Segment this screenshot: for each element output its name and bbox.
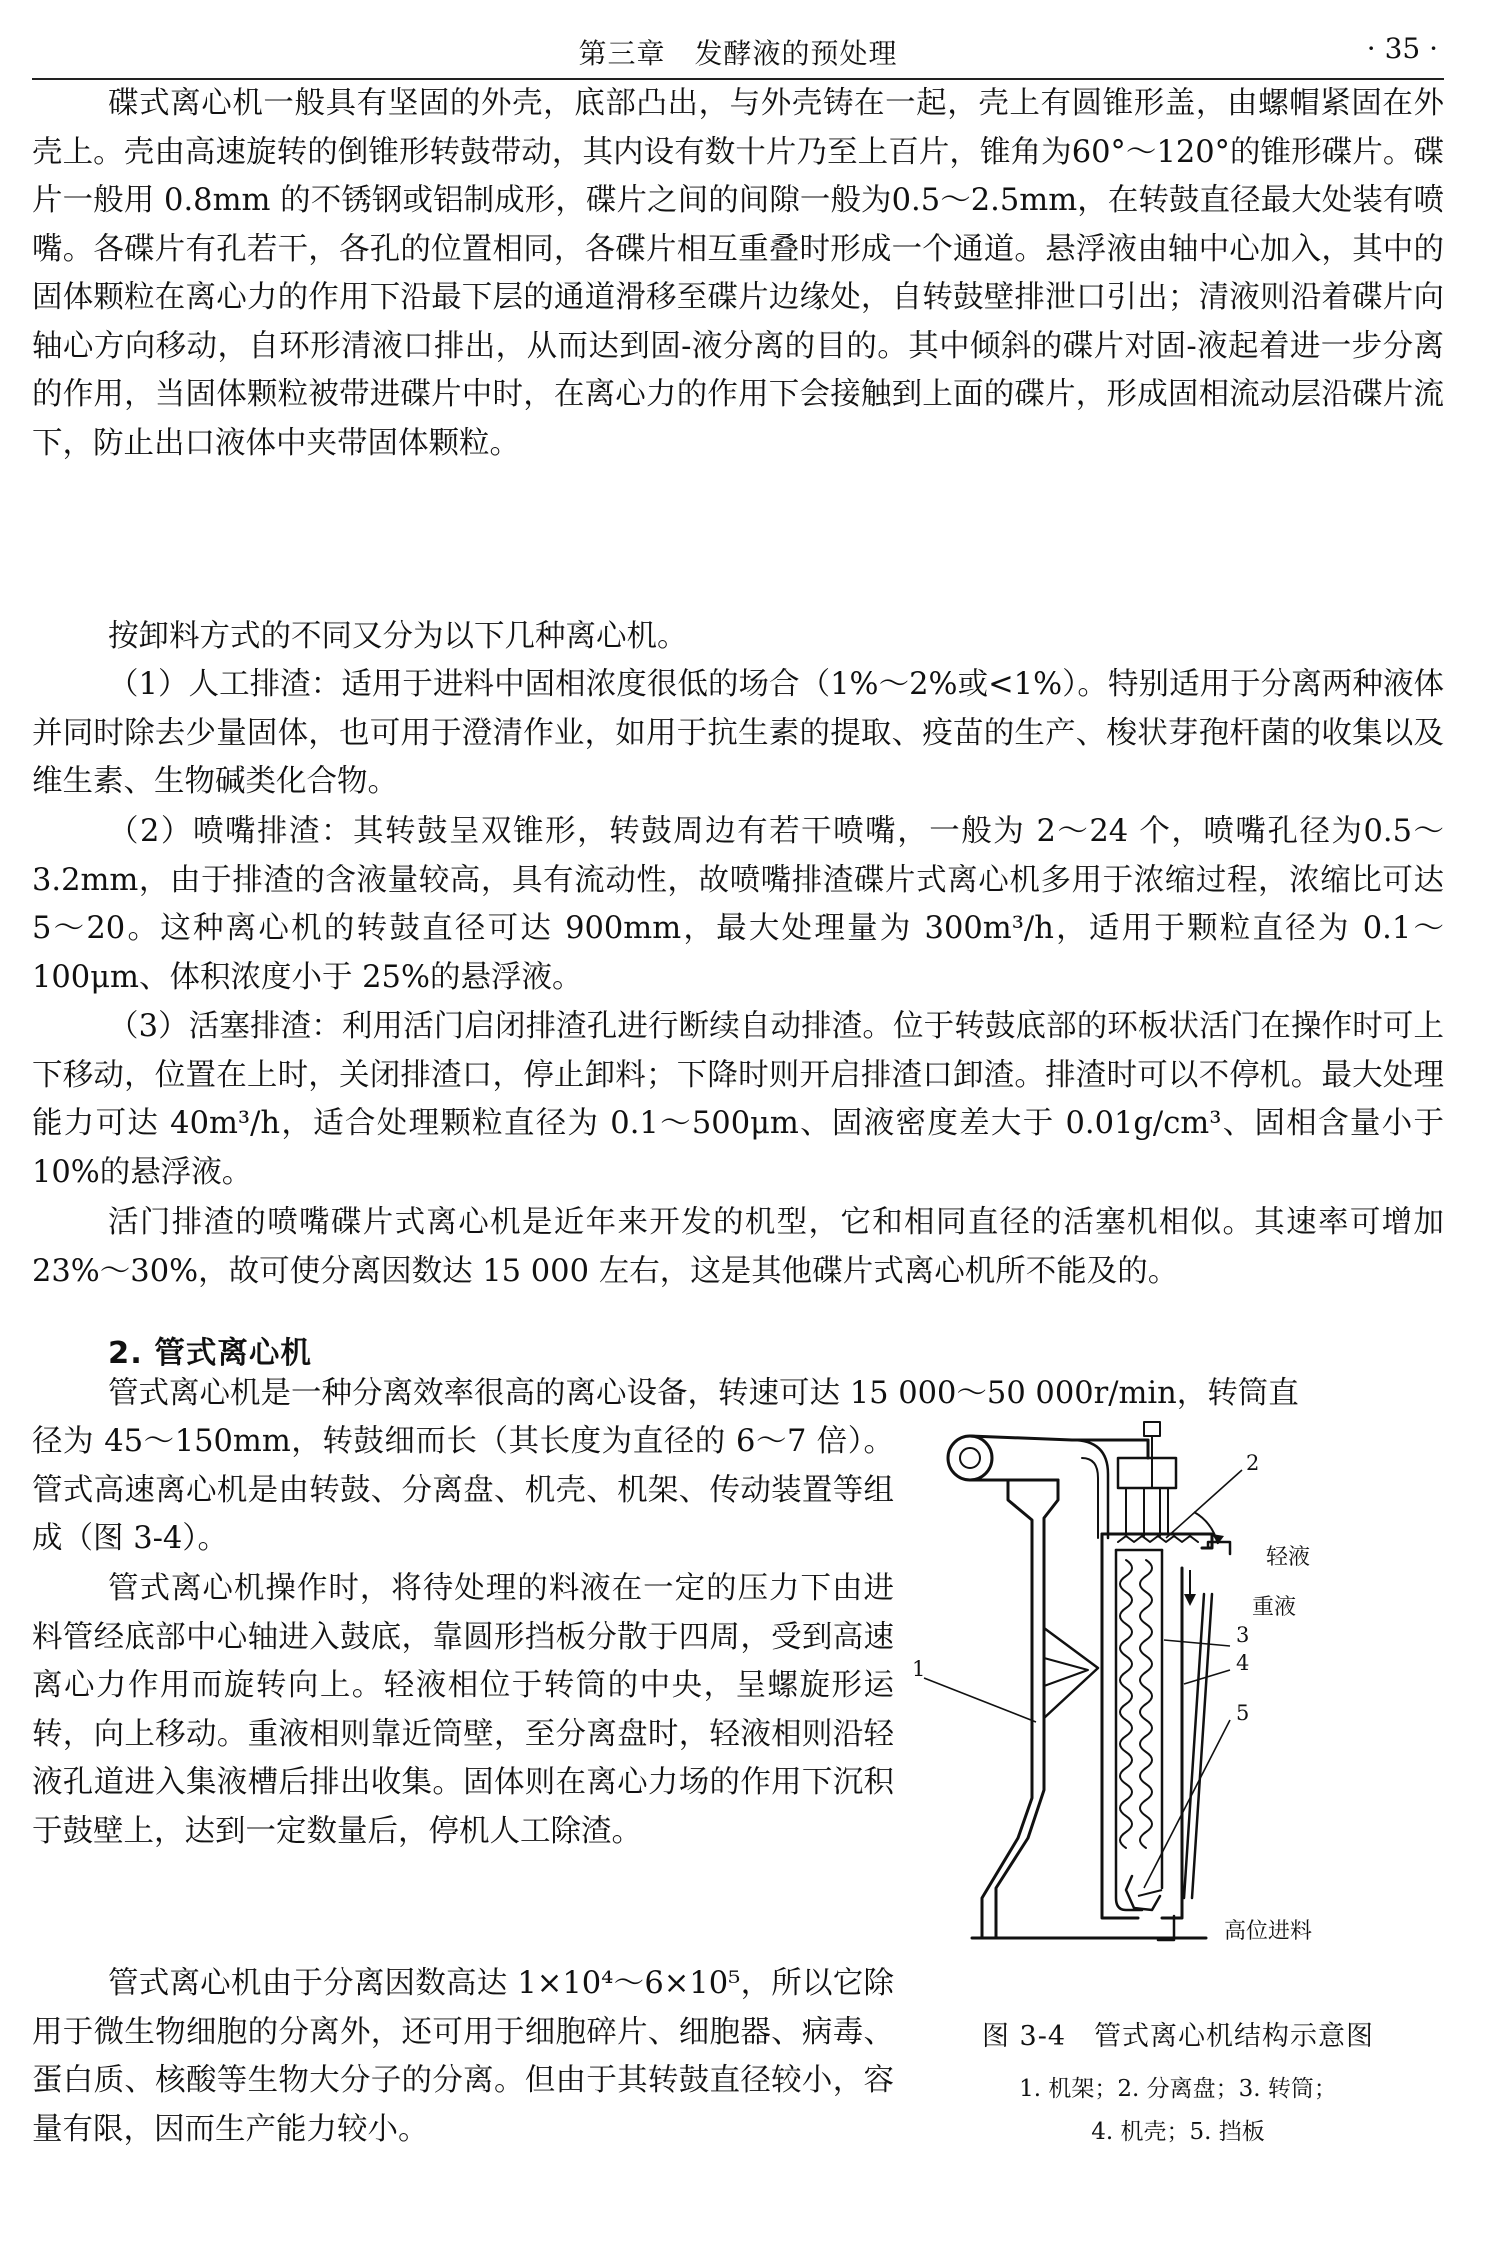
paragraph-disc-centrifuge: 碟式离心机一般具有坚固的外壳，底部凸出，与外壳铸在一起，壳上有圆锥形盖，由螺帽紧固在外壳上。壳由高速旋转的倒锥形转鼓带动，其内设有数十片乃至上百片，锥角为60°～120°的锥形碟片。碟片一般用 0.8mm 的不锈钢或铝制成形，碟片之间的间隙一般为0.5～2.5mm，在转鼓直径最大处装有喷嘴。各碟片有孔若干，各孔的位置相同，各碟片相互重叠时形成一个通道。悬浮液由轴中心加入，其中的固体颗粒在离心力的作用下沿最下层的通道滑移至碟片边缘处，自转鼓壁排泄口引出；清液则沿着碟片向轴心方向移动，自环形清液口排出，从而达到固-液分离的目的。其中倾斜的碟片对固-液起着进一步分离的作用，当固体颗粒被带进碟片中时，在离心力的作用下会接触到上面的碟片，形成固相流动层沿碟片流下，防止出口液体中夹带固体颗粒。 bbox=[32, 86, 1444, 461]
figure-legend-line-1: 1. 机架；2. 分离盘；3. 转筒； bbox=[1019, 2076, 1337, 2102]
paragraph-manual-discharge: （1）人工排渣：适用于进料中固相浓度很低的场合（1%～2%或<1%）。特别适用于分离两种液体并同时除去少量固体，也可用于澄清作业，如用于抗生素的提取、疫苗的生产、梭状芽孢杆菌的收集以及维生素、生物碱类化合物。 bbox=[32, 667, 1444, 799]
feed-inlet bbox=[1158, 1916, 1174, 1940]
callout-1: 1 bbox=[912, 1657, 926, 1681]
casing-right bbox=[1162, 1568, 1182, 1918]
label-high-feed: 高位进料 bbox=[1224, 1919, 1313, 1944]
chapter-title: 第三章 发酵液的预处理 bbox=[578, 37, 898, 70]
centrifuge-diagram bbox=[912, 1418, 1444, 2018]
callout-3: 3 bbox=[1236, 1623, 1250, 1647]
pulley bbox=[948, 1436, 992, 1480]
paragraph-tubular-applications: 管式离心机由于分离因数高达 1×10⁴～6×10⁵，所以它除用于微生物细胞的分离外，还可用于细胞碎片、细胞器、病毒、蛋白质、核酸等生物大分子的分离。但由于其转鼓直径较小，容量有限，因而生产能力较小。 bbox=[32, 1966, 894, 2147]
paragraph-tubular-operation: 管式离心机操作时，将待处理的料液在一定的压力下由进料管经底部中心轴进入鼓底，靠圆形挡板分散于四周，受到高速离心力作用而旋转向上。轻液相位于转筒的中央，呈螺旋形运转，向上移动。重液相则靠近筒壁，至分离盘时，轻液相则沿轻液孔道进入集液槽后排出收集。固体则在离心力场的作用下沉积于鼓壁上，达到一定数量后，停机人工除渣。 bbox=[32, 1571, 894, 1849]
top-bolt bbox=[1144, 1422, 1160, 1436]
figure-tubular-centrifuge bbox=[912, 1418, 1444, 2118]
spiral-coils bbox=[1120, 1560, 1152, 1848]
paragraph-valve-nozzle: 活门排渣的喷嘴碟片式离心机是近年来开发的机型，它和相同直径的活塞机相似。其速率可增加 23%～30%，故可使分离因数达 15 000 左右，这是其他碟片式离心机所不能及的。 bbox=[32, 1205, 1444, 1289]
callout-5: 5 bbox=[1236, 1701, 1250, 1725]
leader-1 bbox=[924, 1678, 1036, 1722]
separating-plate bbox=[1118, 1536, 1198, 1542]
paragraph-tubular-intro-line1: 管式离心机是一种分离效率很高的离心设备，转速可达 15 000～50 000r/min，转筒直 bbox=[108, 1376, 1299, 1411]
baffle bbox=[1126, 1876, 1160, 1910]
leader-2 bbox=[1166, 1470, 1242, 1538]
label-heavy-liquid: 重液 bbox=[1252, 1595, 1297, 1620]
section-heading-tubular-centrifuge: 2. 管式离心机 bbox=[108, 1336, 312, 1371]
paragraph-discharge-intro: 按卸料方式的不同又分为以下几种离心机。 bbox=[108, 619, 688, 654]
light-liquid-arrow bbox=[1194, 1512, 1218, 1544]
paragraph-tubular-intro-rest: 径为 45～150mm，转鼓细而长（其长度为直径的 6～7 倍）。管式高速离心机是由转鼓、分离盘、机壳、机架、传动装置等组成（图 3-4）。 bbox=[32, 1424, 894, 1556]
frame-top bbox=[1008, 1480, 1032, 1548]
page-number: · 35 · bbox=[1366, 32, 1438, 65]
paragraph-piston-discharge: （3）活塞排渣：利用活门启闭排渣孔进行断续自动排渣。位于转鼓底部的环板状活门在操作时可上下移动，位置在上时，关闭排渣口，停止卸料；下降时则开启排渣口卸渣。排渣时可以不停机。最大处理能力可达 40m³/h，适合处理颗粒直径为 0.1～500μm、固液密度差大于 0.01g/cm³、固相含量小于 10%的悬浮液。 bbox=[32, 1009, 1444, 1190]
top-arm bbox=[970, 1436, 1148, 1458]
frame-left-leg bbox=[982, 1548, 1032, 1938]
figure-legend-line-2: 4. 机壳；5. 挡板 bbox=[1091, 2119, 1265, 2145]
label-light-liquid: 轻液 bbox=[1266, 1545, 1311, 1570]
callout-4: 4 bbox=[1236, 1651, 1250, 1675]
callout-2: 2 bbox=[1246, 1451, 1260, 1475]
running-header bbox=[32, 26, 1444, 76]
bowl-left bbox=[1116, 1550, 1142, 1910]
paragraph-nozzle-discharge: （2）喷嘴排渣：其转鼓呈双锥形，转鼓周边有若干喷嘴，一般为 2～24 个，喷嘴孔径为0.5～3.2mm，由于排渣的含液量较高，具有流动性，故喷嘴排渣碟片式离心机多用于浓缩过程，浓缩比可达 5～20。这种离心机的转鼓直径可达 900mm，最大处理量为 300m³/h，适用于颗粒直径为 0.1～100μm、体积浓度小于 25%的悬浮液。 bbox=[32, 814, 1444, 995]
figure-caption: 图 3-4 管式离心机结构示意图 bbox=[981, 2021, 1375, 2052]
leader-3 bbox=[1164, 1640, 1230, 1646]
